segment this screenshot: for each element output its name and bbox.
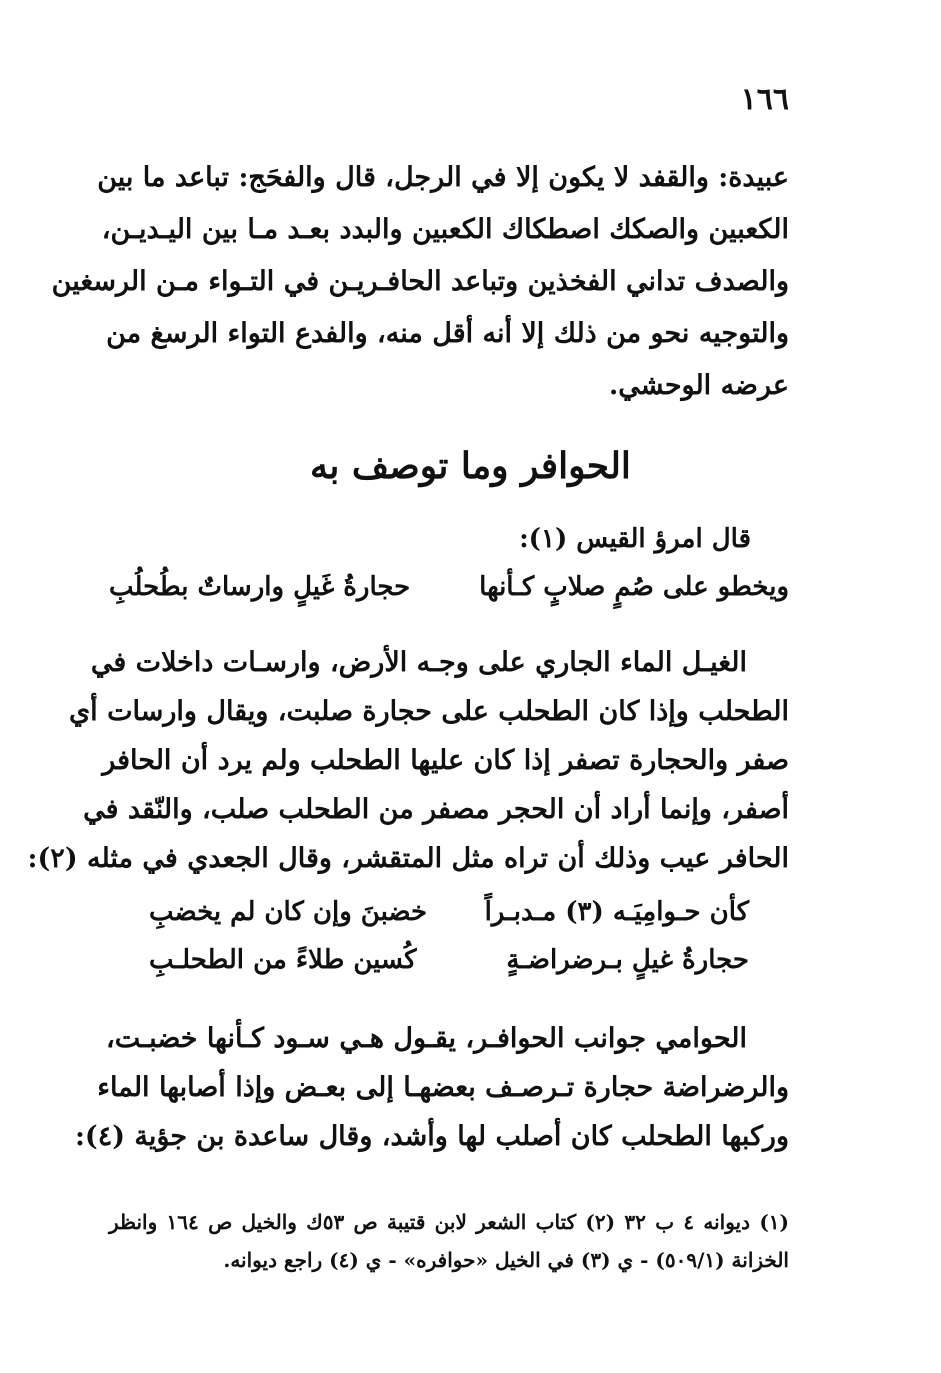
poem-first-hemistich: حجارةُ غيلٍ بـرضراضـةٍ xyxy=(506,945,749,975)
poem-verse xyxy=(149,936,749,984)
poem-first-hemistich: كأن حـوامِيَـه (٣) مـدبـراً xyxy=(484,897,749,927)
footnote-line: (١) ديوانه ٤ ب ٣٢ (٢) كتاب الشعر لابن قتيبة ص ٥٣ك والخيل ص ١٦٤ وانظر xyxy=(109,1210,790,1234)
verse-attribution: قال امرؤ القيس (١): xyxy=(519,524,751,554)
text-line: عبيدة: والقفد لا يكون إلا في الرجل، قال والفحَج: تباعد ما بين xyxy=(97,162,789,193)
text-line: والرضراضة حجارة تـرصـف بعضهـا إلى بعـض وإذا أصابها الماء xyxy=(97,1072,789,1103)
text-line: الغيـل الماء الجاري على وجـه الأرض، وارسـات داخلات في xyxy=(90,647,747,678)
footnotes xyxy=(109,1203,789,1279)
intro-paragraph xyxy=(51,152,789,412)
verse-second-hemistich: حجارةُ غَيلٍ وارساتٌ بطُحلُبِ xyxy=(109,572,411,602)
text-line: الكعبين والصكك اصطكاك الكعبين والبدد بعـد مـا بين اليـديـن، xyxy=(101,214,789,245)
footnote-line: الخزانة (٥٠٩/١) - ي (٣) في الخيل «حوافره» - ي (٤) راجع ديوانه. xyxy=(223,1248,789,1272)
text-line: والتوجيه نحو من ذلك إلا أنه أقل منه، والفدع التواء الرسغ من xyxy=(106,318,789,349)
poem-verse xyxy=(149,888,749,936)
text-line: وركبها الطحلب كان أصلب لها وأشد، وقال ساعدة بن جؤية (٤): xyxy=(74,1121,789,1152)
verse-first-hemistich: ويخطو على صُمٍ صلابٍ كـأنها xyxy=(479,572,789,602)
text-line: الطحلب وإذا كان الطحلب على حجارة صلبت، ويقال وارسات أي xyxy=(69,696,789,727)
poem-second-hemistich: كُسين طلاءً من الطحلـبِ xyxy=(149,945,417,975)
section-heading: الحوافر وما توصف به xyxy=(310,445,631,487)
text-line: عرضه الوحشي. xyxy=(608,370,789,401)
text-line: صفر والحجارة تصفر إذا كان عليها الطحلب ولم يرد أن الحافر xyxy=(102,745,789,776)
poem-second-hemistich: خضبنَ وإن كان لم يخضبِ xyxy=(149,897,428,927)
text-line: أصفر، وإنما أراد أن الحجر مصفر من الطحلب صلب، والنّقد في xyxy=(83,794,789,825)
verse-line xyxy=(109,572,789,602)
poem-block xyxy=(149,888,749,984)
commentary-paragraph xyxy=(27,638,789,883)
text-line: والصدف تداني الفخذين وتباعد الحافـريـن في التـواء مـن الرسغين xyxy=(51,266,789,297)
text-line: الحوامي جوانب الحوافـر، يقـول هـي سـود كـأنها خضبـت، xyxy=(106,1023,747,1054)
page-number: ١٦٦ xyxy=(740,82,789,117)
commentary-paragraph xyxy=(74,1014,789,1161)
text-line: الحافر عيب وذلك أن تراه مثل المتقشر، وقال الجعدي في مثله (٢): xyxy=(27,843,789,874)
